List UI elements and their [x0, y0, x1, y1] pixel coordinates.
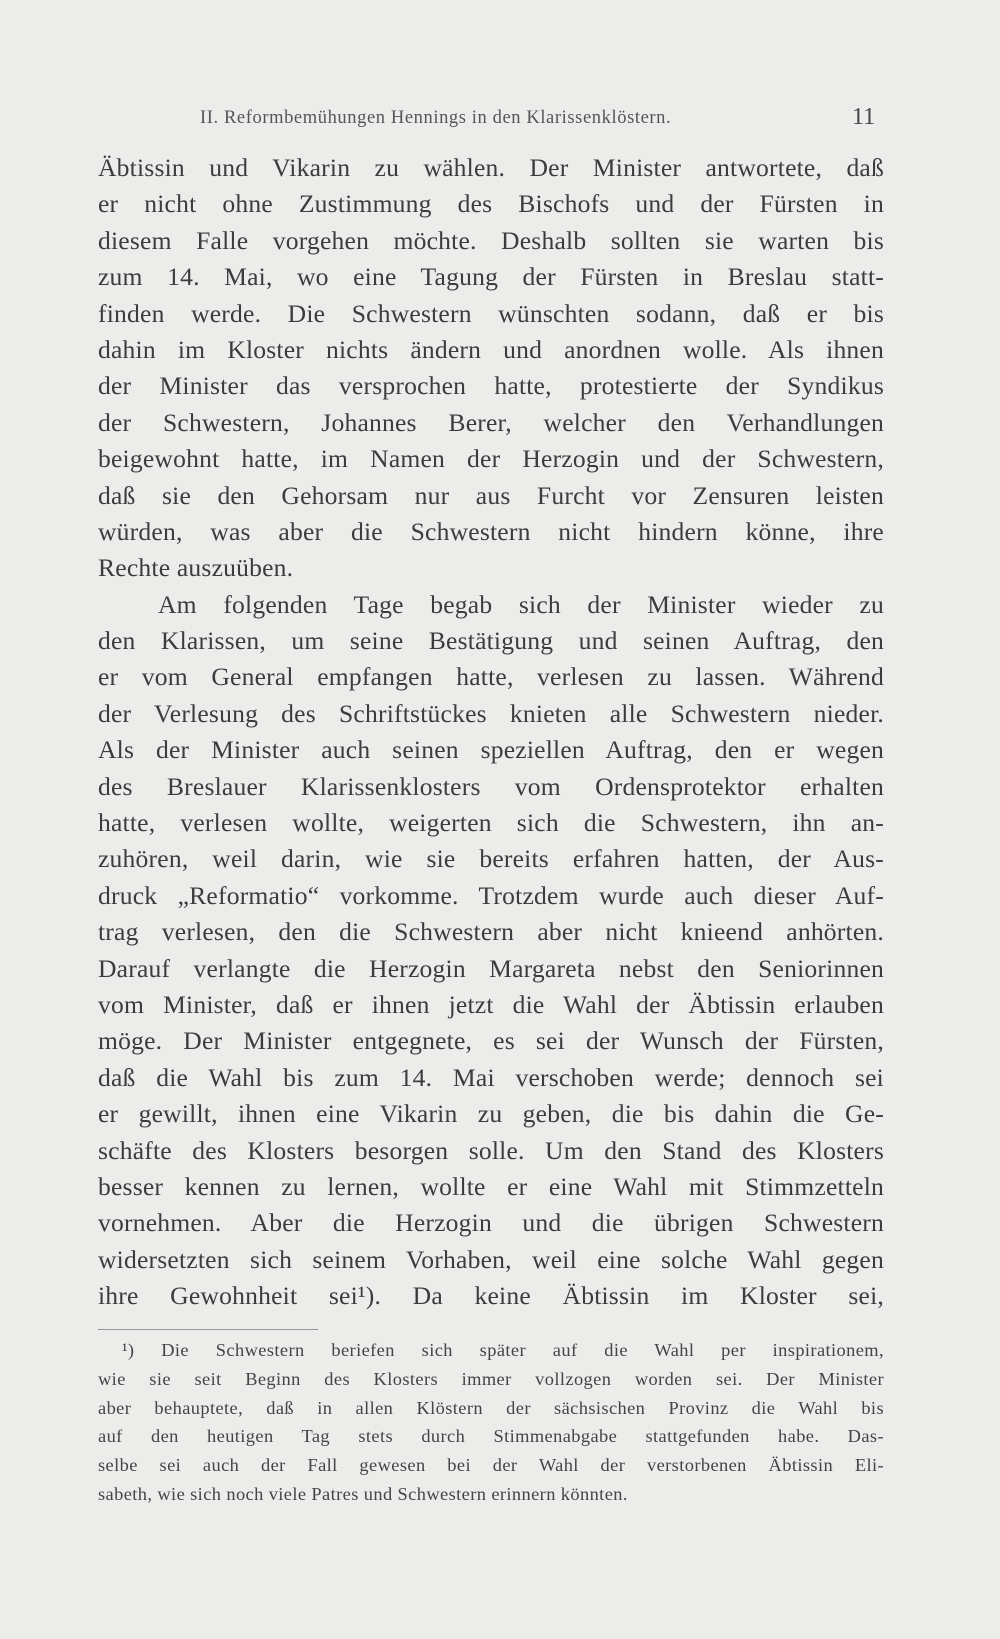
- text-line: diesem Falle vorgehen möchte. Deshalb sollten sie warten bis: [98, 225, 884, 255]
- text-line: der Schwestern, Johannes Berer, welcher den Verhandlungen: [98, 407, 884, 437]
- text-line: zuhören, weil darin, wie sie bereits erfahren hatten, der Aus-: [98, 844, 884, 874]
- page-number: 11: [852, 104, 876, 130]
- text-line: finden werde. Die Schwestern wünschten sodann, daß er bis: [98, 298, 884, 328]
- main-text: [98, 150, 884, 1315]
- footnote-line: aber behauptete, daß in allen Klöstern der sächsischen Provinz die Wahl bis: [98, 1397, 884, 1418]
- text-line: daß die Wahl bis zum 14. Mai verschoben werde; dennoch sei: [98, 1062, 884, 1092]
- text-line: er gewillt, ihnen eine Vikarin zu geben, die bis dahin die Ge-: [98, 1099, 884, 1129]
- text-line: Darauf verlangte die Herzogin Margareta nebst den Seniorinnen: [98, 953, 884, 983]
- footnote-line: ¹) Die Schwestern beriefen sich später auf die Wahl per inspirationem,: [122, 1340, 884, 1360]
- text-line: Rechte auszuüben.: [98, 553, 294, 583]
- text-line: druck „Reformatio“ vorkomme. Trotzdem wurde auch dieser Auf-: [98, 880, 884, 910]
- text-line: Als der Minister auch seinen speziellen Auftrag, den er wegen: [98, 735, 884, 765]
- text-line: besser kennen zu lernen, wollte er eine Wahl mit Stimmzetteln: [98, 1171, 884, 1201]
- footnote-line: sabeth, wie sich noch viele Patres und Schwestern erinnern könnten.: [98, 1483, 628, 1504]
- text-line: trag verlesen, den die Schwestern aber nicht knieend anhörten.: [98, 917, 884, 947]
- footnote: [98, 1336, 884, 1509]
- text-line: der Minister das versprochen hatte, protestierte der Syndikus: [98, 371, 884, 401]
- footnote-divider: [98, 1329, 318, 1330]
- running-head: II. Reformbemühungen Hennings in den Klarissenklöstern.: [200, 108, 672, 128]
- text-line: Am folgenden Tage begab sich der Minister wieder zu: [158, 589, 884, 619]
- text-line: des Breslauer Klarissenklosters vom Ordensprotektor erhalten: [98, 771, 884, 801]
- text-line: ihre Gewohnheit sei¹). Da keine Äbtissin im Kloster sei,: [98, 1281, 884, 1311]
- text-line: möge. Der Minister entgegnete, es sei der Wunsch der Fürsten,: [98, 1026, 884, 1056]
- text-line: vornehmen. Aber die Herzogin und die übrigen Schwestern: [98, 1208, 884, 1238]
- footnote-line: selbe sei auch der Fall gewesen bei der Wahl der verstorbenen Äbtissin Eli-: [98, 1455, 884, 1476]
- footnote-line: auf den heutigen Tag stets durch Stimmenabgabe stattgefunden habe. Das-: [98, 1426, 884, 1447]
- text-line: vom Minister, daß er ihnen jetzt die Wahl der Äbtissin erlauben: [98, 989, 884, 1019]
- text-line: er vom General empfangen hatte, verlesen zu lassen. Während: [98, 662, 884, 692]
- text-line: zum 14. Mai, wo eine Tagung der Fürsten in Breslau statt-: [98, 262, 884, 292]
- text-line: schäfte des Klosters besorgen solle. Um den Stand des Klosters: [98, 1135, 884, 1165]
- text-line: er nicht ohne Zustimmung des Bischofs und der Fürsten in: [98, 189, 884, 219]
- text-line: würden, was aber die Schwestern nicht hindern könne, ihre: [98, 516, 884, 546]
- footnote-line: wie sie seit Beginn des Klosters immer vollzogen worden sei. Der Minister: [98, 1368, 884, 1389]
- text-line: daß sie den Gehorsam nur aus Furcht vor Zensuren leisten: [98, 480, 884, 510]
- text-line: Äbtissin und Vikarin zu wählen. Der Minister antwortete, daß: [98, 153, 884, 182]
- text-line: dahin im Kloster nichts ändern und anordnen wolle. Als ihnen: [98, 334, 884, 364]
- text-line: der Verlesung des Schriftstückes knieten alle Schwestern nieder.: [98, 698, 884, 728]
- text-line: beigewohnt hatte, im Namen der Herzogin und der Schwestern,: [98, 444, 884, 474]
- text-line: den Klarissen, um seine Bestätigung und seinen Auftrag, den: [98, 626, 884, 656]
- text-line: hatte, verlesen wollte, weigerten sich die Schwestern, ihn an-: [98, 808, 884, 838]
- text-line: widersetzten sich seinem Vorhaben, weil eine solche Wahl gegen: [98, 1244, 884, 1274]
